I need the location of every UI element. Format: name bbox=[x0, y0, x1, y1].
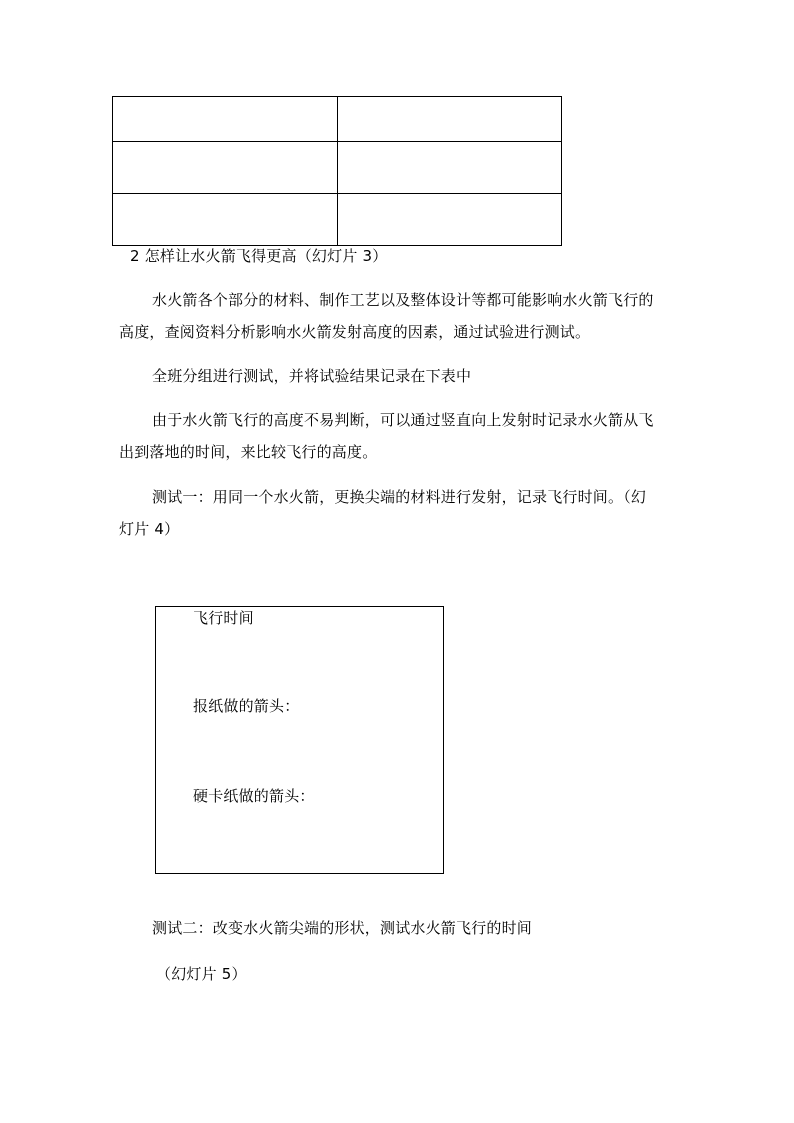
empty-record-table bbox=[112, 96, 562, 246]
paragraph-5: 测试二：改变水火箭尖端的形状，测试水火箭飞行的时间 bbox=[152, 919, 533, 937]
section-heading: 2 怎样让水火箭飞得更高（幻灯片 3） bbox=[130, 247, 388, 265]
flight-time-record-box bbox=[155, 606, 444, 874]
table-row bbox=[113, 142, 562, 194]
record-box-header: 飞行时间 bbox=[193, 609, 254, 627]
record-box-cardboard-arrow: 硬卡纸做的箭头： bbox=[193, 787, 315, 805]
paragraph-6: （幻灯片 5） bbox=[156, 965, 247, 983]
table-cell bbox=[337, 142, 562, 194]
paragraph-1-line-1: 水火箭各个部分的材料、制作工艺以及整体设计等都可能影响水火箭飞行的 bbox=[152, 291, 654, 309]
paragraph-4-line-1: 测试一：用同一个水火箭，更换尖端的材料进行发射，记录飞行时间。（幻 bbox=[152, 488, 647, 506]
paragraph-4-line-2: 灯片 4） bbox=[119, 520, 180, 538]
table-cell bbox=[337, 194, 562, 246]
record-box-newspaper-arrow: 报纸做的箭头： bbox=[193, 697, 300, 715]
paragraph-3-line-2: 出到落地的时间，来比较飞行的高度。 bbox=[119, 443, 378, 461]
table-row bbox=[113, 97, 562, 142]
paragraph-2: 全班分组进行测试，并将试验结果记录在下表中 bbox=[152, 367, 472, 385]
paragraph-3-line-1: 由于水火箭飞行的高度不易判断，可以通过竖直向上发射时记录水火箭从飞 bbox=[152, 411, 654, 429]
table-cell bbox=[113, 97, 338, 142]
table-cell bbox=[113, 142, 338, 194]
paragraph-1-line-2: 高度，查阅资料分析影响水火箭发射高度的因素，通过试验进行测试。 bbox=[119, 323, 591, 341]
table-cell bbox=[337, 97, 562, 142]
table-row bbox=[113, 194, 562, 246]
table-cell bbox=[113, 194, 338, 246]
